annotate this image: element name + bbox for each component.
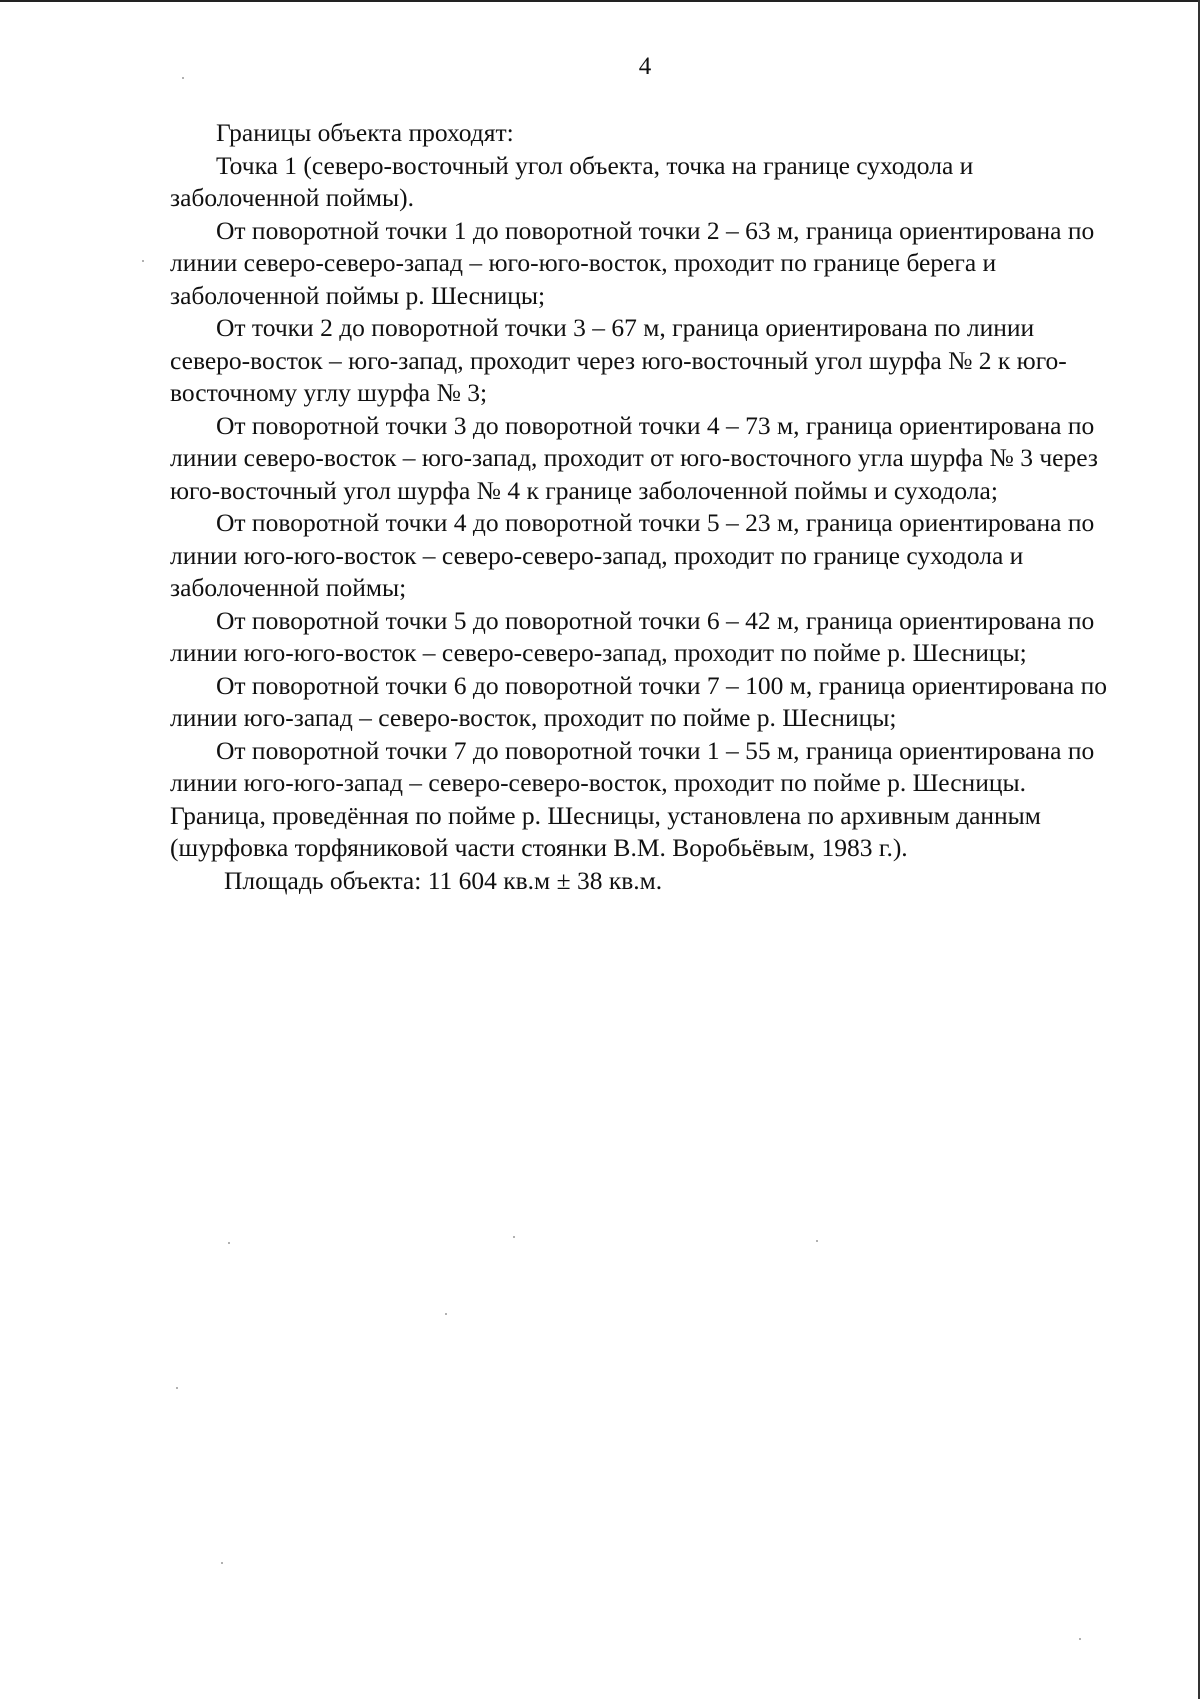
segment-paragraph-4-5: От поворотной точки 4 до поворотной точки 5 – 23 м, граница ориентирована по линии юго-юго-восток – северо-северо-запад, проходит по границе суходола и заболоченной поймы; bbox=[170, 508, 1095, 602]
point-1-paragraph: Точка 1 (северо-восточный угол объекта, точка на границе суходола и заболоченной поймы). bbox=[170, 150, 974, 212]
scan-speck bbox=[221, 1562, 223, 1564]
segment-paragraph-2-3: От точки 2 до поворотной точки 3 – 67 м, граница ориентирована по линии северо-восток – юго-запад, проходит через юго-восточный угол шурфа № 2 к юго-восточному углу шурфа № 3; bbox=[170, 313, 1067, 407]
page-number: 4 bbox=[638, 53, 652, 80]
segment-paragraph-5-6: От поворотной точки 5 до поворотной точки 6 – 42 м, граница ориентирована по линии юго-юго-восток – северо-северо-запад, проходит по пойме р. Шесницы; bbox=[170, 605, 1095, 667]
scan-speck bbox=[228, 1242, 230, 1244]
scan-speck bbox=[816, 1240, 818, 1242]
page-border-top bbox=[0, 0, 1200, 2]
scan-speck bbox=[142, 260, 144, 262]
segment-paragraph-7-1: От поворотной точки 7 до поворотной точки 1 – 55 м, граница ориентирована по линии юго-юго-запад – северо-северо-восток, проходит по пойме р. Шесницы. Граница, проведённая по пойме р. Шесницы, установлена по архивным данным (шурфовка торфяниковой части стоянки В.М. Воробьёвым, 1983 г.). bbox=[170, 735, 1095, 862]
area-paragraph: Площадь объекта: 11 604 кв.м ± 38 кв.м. bbox=[224, 865, 663, 895]
scan-speck bbox=[445, 1313, 447, 1315]
document-body bbox=[170, 117, 1120, 897]
scan-speck bbox=[513, 1236, 515, 1238]
segment-paragraph-3-4: От поворотной точки 3 до поворотной точки 4 – 73 м, граница ориентирована по линии северо-восток – юго-запад, проходит от юго-восточного угла шурфа № 3 через юго-восточный угол шурфа № 4 к границе заболоченной поймы и суходола; bbox=[170, 410, 1098, 505]
segment-paragraph-6-7: От поворотной точки 6 до поворотной точки 7 – 100 м, граница ориентирована по линии юго-запад – северо-восток, проходит по пойме р. Шесницы; bbox=[170, 670, 1107, 732]
scan-speck bbox=[176, 1387, 178, 1389]
scan-speck bbox=[1079, 1638, 1081, 1640]
scan-speck bbox=[182, 77, 184, 79]
intro-paragraph: Границы объекта проходят: bbox=[216, 118, 514, 147]
segment-paragraph-1-2: От поворотной точки 1 до поворотной точки 2 – 63 м, граница ориентирована по линии северо-северо-запад – юго-юго-восток, проходит по границе берега и заболоченной поймы р. Шесницы; bbox=[170, 215, 1095, 310]
